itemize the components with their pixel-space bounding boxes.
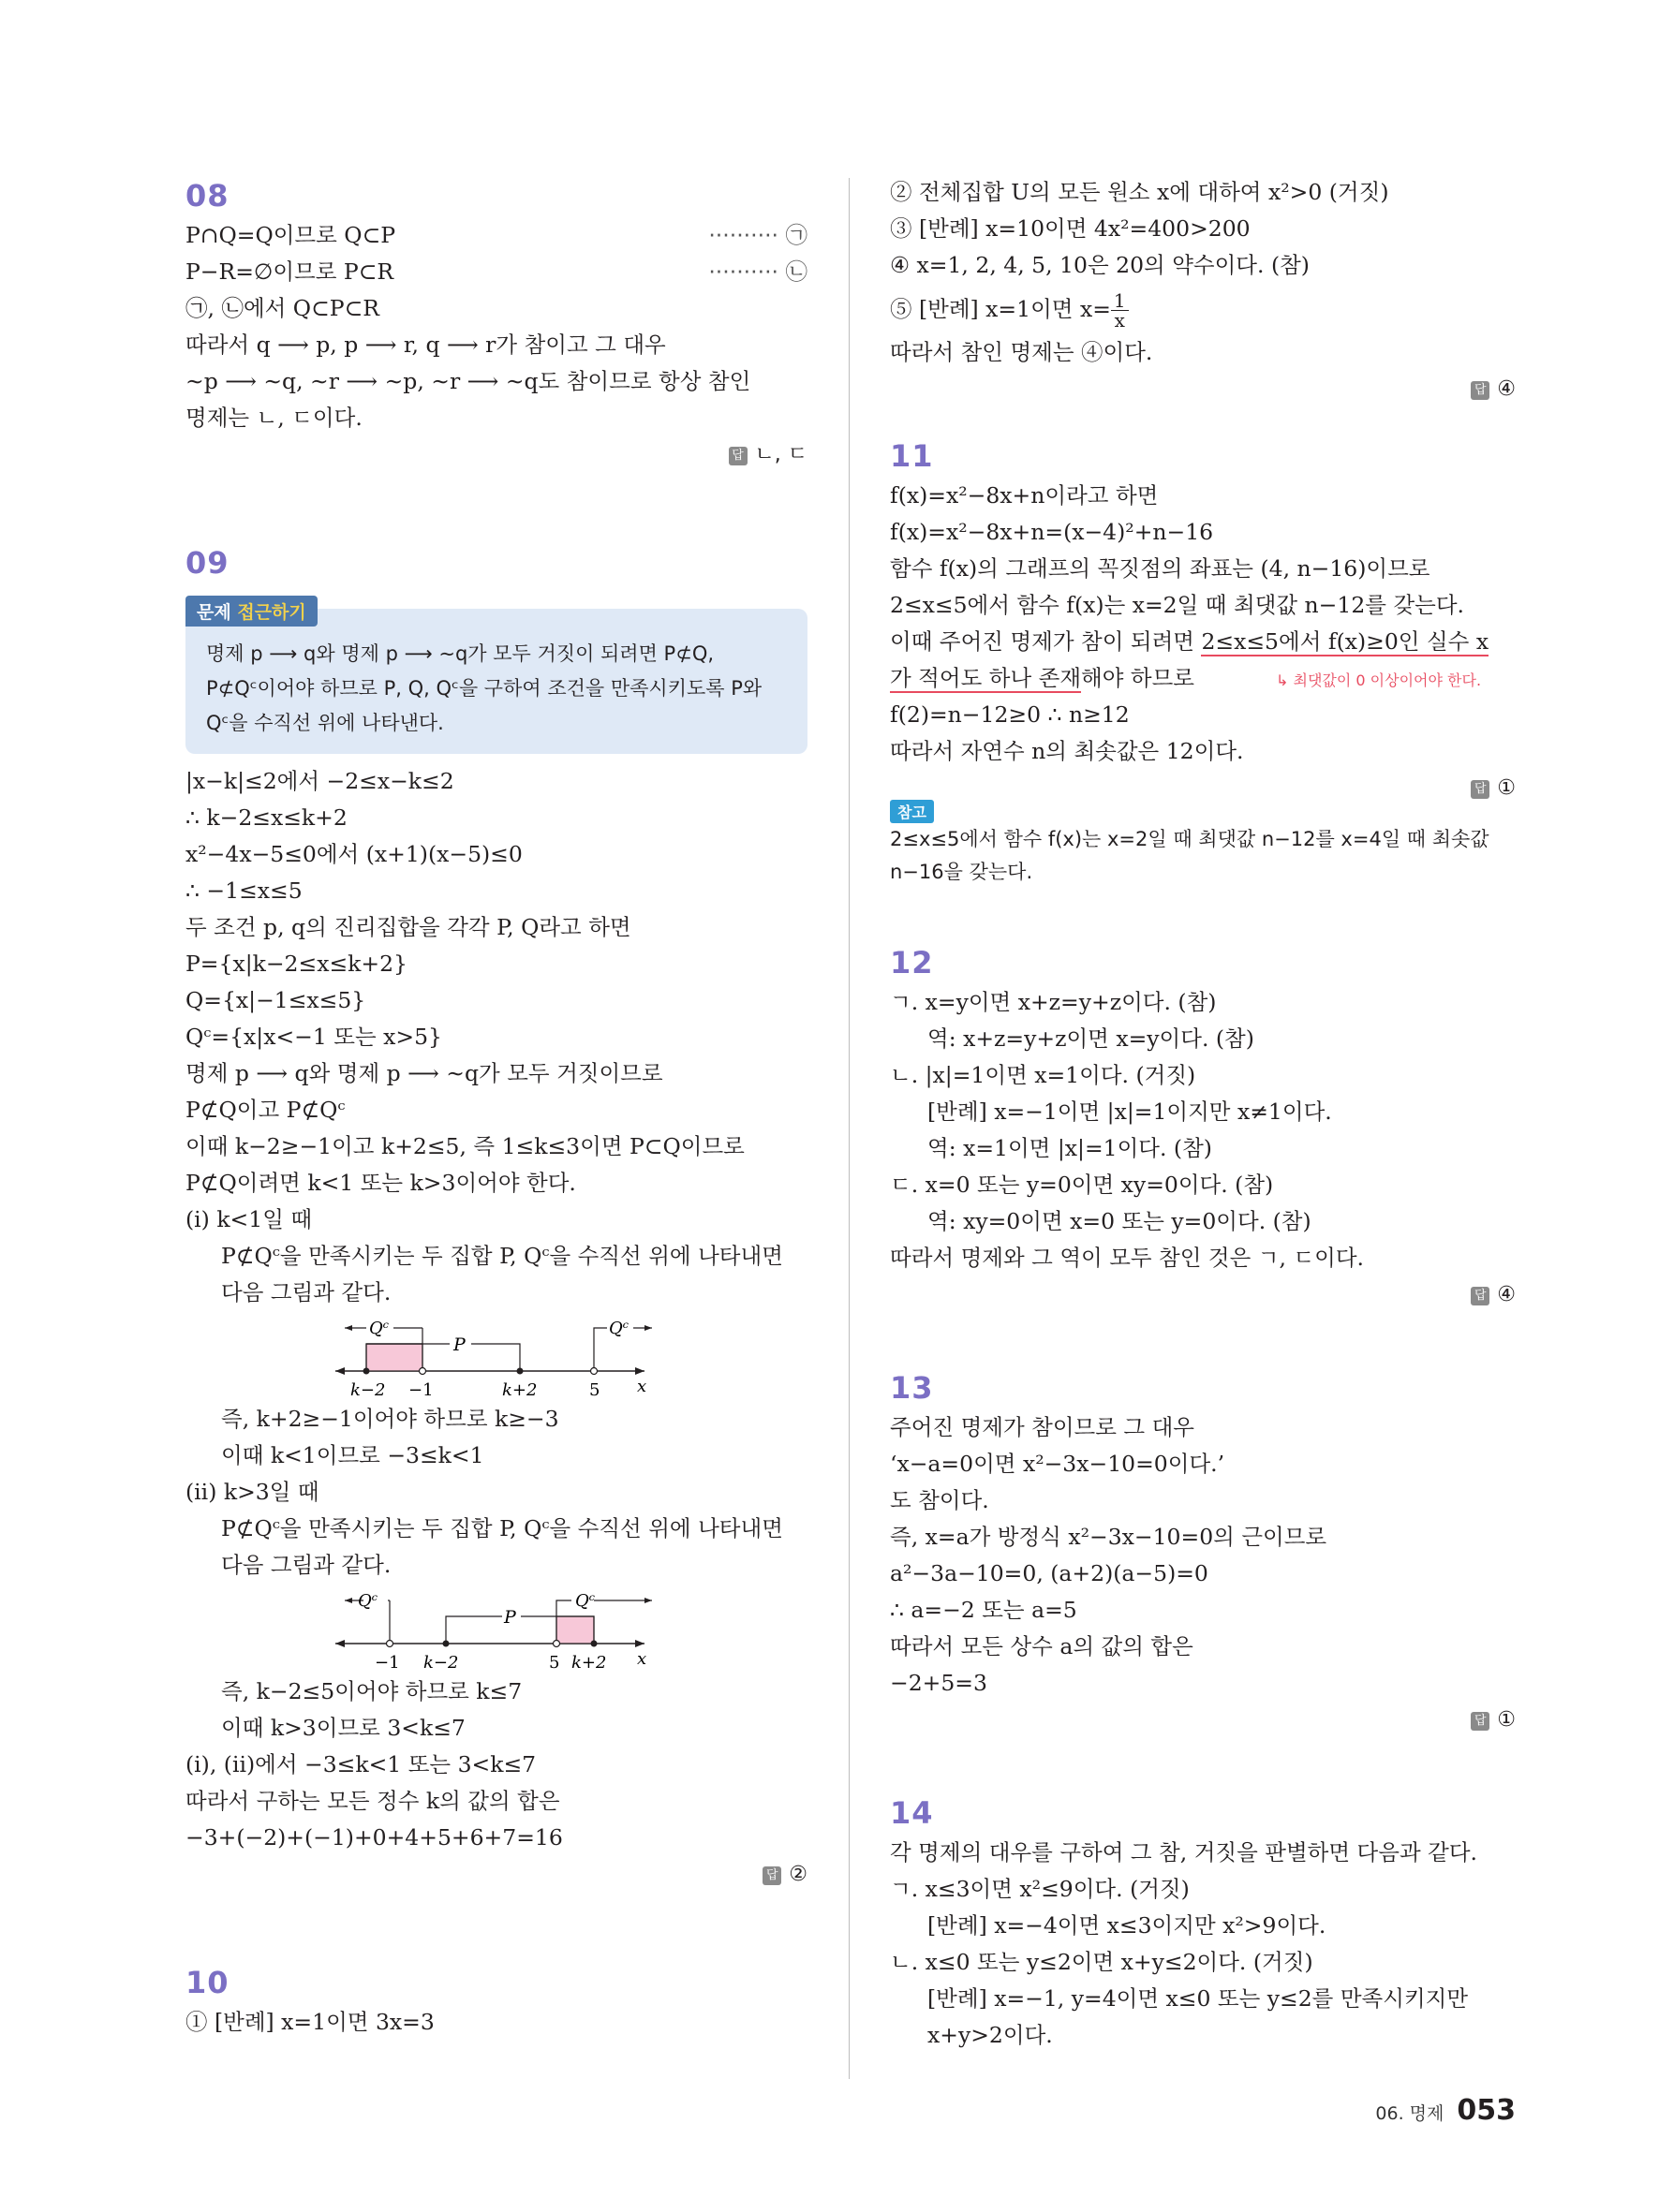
line-text: −3+(−2)+(−1)+0+4+5+6+7=16 (185, 1824, 563, 1851)
tick-label: −1 (375, 1653, 400, 1673)
page-number: 053 (1457, 2094, 1516, 2127)
number-line-2 (185, 1584, 807, 1674)
problem-13 (890, 1366, 1516, 1739)
solution-line (185, 363, 807, 400)
line-text: (ii) k>3일 때 (185, 1479, 319, 1505)
p-label: P (504, 1607, 516, 1628)
problem-number: 12 (890, 945, 934, 981)
tick-label: k−2 (350, 1380, 386, 1400)
line-text: P={x|k−2≤x≤k+2} (185, 951, 407, 977)
line-text: −2+5=3 (890, 1670, 987, 1696)
equation-marker: ·········· ㉡ (708, 258, 807, 285)
problem-number: 11 (890, 438, 934, 474)
line-text: 이때 k>3이므로 3<k≤7 (221, 1715, 466, 1741)
line-text: 따라서 구하는 모든 정수 k의 값의 합은 (185, 1788, 560, 1814)
tick-label: −1 (408, 1380, 434, 1400)
line-text: 함수 f(x)의 그래프의 꼭짓점의 좌표는 (4, n−16)이므로 (890, 555, 1430, 582)
qc-right-label: Qᶜ (575, 1591, 596, 1611)
left-column (185, 174, 807, 2041)
solution-line (185, 982, 807, 1019)
line-text: 따라서 q ⟶ p, p ⟶ r, q ⟶ r가 참이고 그 대우 (185, 332, 666, 358)
solution-line (890, 1446, 1516, 1482)
line-text: ① [반례] x=1이면 3x=3 (185, 2009, 435, 2035)
line-text: ㄴ. |x|=1이면 x=1이다. (거짓) (890, 1062, 1196, 1088)
solution-lines (185, 1674, 807, 1856)
reference-lines (890, 823, 1516, 889)
line-text: ㉠, ㉡에서 Q⊂P⊂R (185, 295, 379, 321)
solution-lines (185, 217, 807, 436)
solution-line (185, 1710, 807, 1747)
line-text: 주어진 명제가 참이므로 그 대우 (890, 1414, 1194, 1440)
answer-value: ④ (1497, 1283, 1516, 1306)
solution-line (185, 2004, 807, 2041)
tick-label: 5 (549, 1653, 560, 1673)
solution-line (185, 1202, 807, 1238)
solution-line (185, 1820, 807, 1856)
right-column (890, 174, 1516, 2054)
line-text: ③ [반례] x=10이면 4x²=400>200 (890, 215, 1251, 242)
problem-number: 13 (890, 1370, 934, 1406)
line-text: ∴ a=−2 또는 a=5 (890, 1597, 1077, 1623)
line-text: P∩Q=Q이므로 Q⊂P (185, 222, 396, 248)
solution-line (890, 478, 1516, 514)
annotation-arrow: ↳ (1276, 671, 1294, 689)
line-text: 각 명제의 대우를 구하여 그 참, 거짓을 판별하면 다음과 같다. (890, 1839, 1477, 1865)
solution-line (185, 1511, 807, 1547)
problem-09 (185, 541, 807, 1894)
solution-line (890, 1240, 1516, 1276)
solution-line (185, 217, 807, 254)
problem-12 (890, 941, 1516, 1314)
tick-label: k+2 (571, 1653, 607, 1673)
line-text: Q={x|−1≤x≤5} (185, 987, 366, 1013)
solution-line (185, 254, 807, 290)
problem-number: 10 (185, 1965, 230, 2000)
solution-line (890, 1981, 1516, 2017)
line-text: P⊄Q이고 P⊄Qᶜ (185, 1097, 346, 1123)
line-text: 즉, k−2≤5이어야 하므로 k≤7 (221, 1678, 523, 1704)
solution-lines (890, 697, 1516, 770)
number-line-figure-2 (185, 1584, 807, 1674)
text-line: n−16을 갖는다. (890, 861, 1033, 883)
answer-value: ④ (1497, 377, 1516, 401)
solution-line (890, 211, 1516, 247)
line-text: Qᶜ={x|x<−1 또는 x>5} (185, 1024, 442, 1050)
problem-14 (890, 1792, 1516, 2054)
solution-line (890, 984, 1516, 1021)
line-text: ⑤ [반례] x=1이면 x= (890, 296, 1111, 322)
solution-line (185, 1438, 807, 1474)
p-label: P (453, 1335, 466, 1355)
line-text: 역: x+z=y+z이면 x=y이다. (참) (927, 1025, 1254, 1052)
solution-lines (890, 478, 1516, 624)
solution-lines (185, 2004, 807, 2041)
text-line: 2≤x≤5에서 함수 f(x)는 x=2일 때 최댓값 n−12를 x=4일 때 최솟값 (890, 828, 1489, 850)
annotation-text: 최댓값이 0 이상이어야 한다. (1293, 671, 1482, 689)
line-text: 이때 주어진 명제가 참이 되려면 (890, 628, 1202, 655)
solution-line (185, 1275, 807, 1311)
problem-10-continued (890, 174, 1516, 408)
problem-number: 08 (185, 178, 230, 214)
approach-lines (206, 637, 789, 741)
line-text: [반례] x=−1, y=4이면 x≤0 또는 y≤2를 만족시키지만 (927, 1985, 1469, 2012)
answer-value: ① (1497, 1708, 1516, 1732)
solution-line (185, 1401, 807, 1438)
line-text: 해야 하므로 (1081, 665, 1195, 691)
underlined-condition: 2≤x≤5에서 f(x)≥0인 실수 x (1201, 628, 1489, 655)
line-text: [반례] x=−1이면 |x|=1이지만 x≠1이다. (927, 1099, 1332, 1125)
line-text: 두 조건 p, q의 진리집합을 각각 P, Q라고 하면 (185, 914, 631, 940)
line-text: 역: xy=0이면 x=0 또는 y=0이다. (참) (927, 1208, 1311, 1234)
line-text: 즉, k+2≥−1이어야 하므로 k≥−3 (221, 1406, 559, 1432)
answer-badge: 답 (1471, 780, 1489, 799)
equation-marker: ·········· ㉠ (708, 222, 807, 248)
line-text: ∴ k−2≤x≤k+2 (185, 804, 348, 831)
solution-line (890, 1130, 1516, 1167)
solution-line (890, 624, 1516, 660)
solution-line (185, 290, 807, 327)
line-text: x+y>2이다. (927, 2022, 1053, 2048)
solution-line (890, 1021, 1516, 1057)
column-divider (849, 178, 850, 2079)
line-text: f(x)=x²−8x+n=(x−4)²+n−16 (890, 519, 1214, 545)
solution-lines (890, 174, 1516, 284)
solution-line (890, 284, 1516, 334)
text-line: P⊄Qᶜ이어야 하므로 P, Q, Qᶜ을 구하여 조건을 만족시키도록 P와 (206, 677, 763, 700)
text-line: Qᶜ을 수직선 위에 나타낸다. (206, 712, 444, 734)
line-text: 이때 k<1이므로 −3≤k<1 (221, 1442, 484, 1468)
solution-line (890, 2017, 1516, 2054)
solution-line (890, 660, 1516, 697)
answer-value: ㄴ, ㄷ (754, 443, 807, 466)
axis-label: x (637, 1649, 647, 1669)
line-text: 다음 그림과 같다. (221, 1552, 392, 1578)
line-text: P⊄Qᶜ을 만족시키는 두 집합 P, Qᶜ을 수직선 위에 나타내면 (221, 1243, 783, 1269)
qc-right-label: Qᶜ (609, 1319, 630, 1338)
solution-line (185, 873, 807, 909)
reference-block (890, 800, 1516, 889)
line-text: f(x)=x²−8x+n이라고 하면 (890, 482, 1159, 509)
problem-number: 09 (185, 545, 230, 581)
solution-line (890, 174, 1516, 211)
line-text: a²−3a−10=0, (a+2)(a−5)=0 (890, 1560, 1208, 1586)
line-text: ④ x=1, 2, 4, 5, 10은 20의 약수이다. (참) (890, 252, 1310, 278)
reference-badge: 참고 (890, 800, 934, 823)
solution-line (185, 1674, 807, 1710)
solution-line (890, 514, 1516, 551)
chapter-label: 06. 명제 (1375, 2103, 1444, 2124)
line-text: 이때 k−2≥−1이고 k+2≤5, 즉 1≤k≤3이면 P⊂Q이므로 (185, 1133, 745, 1159)
problem-08 (185, 174, 807, 474)
solution-line (185, 836, 807, 873)
line-text: ② 전체집합 U의 모든 원소 x에 대하여 x²>0 (거짓) (890, 179, 1389, 205)
answer-badge: 답 (729, 447, 748, 465)
answer-row (890, 1702, 1516, 1739)
tick-label: k+2 (502, 1380, 538, 1400)
solution-lines (890, 984, 1516, 1276)
line-text: 따라서 명제와 그 역이 모두 참인 것은 ㄱ, ㄷ이다. (890, 1245, 1365, 1271)
fraction-denominator: x (1114, 309, 1125, 332)
solution-line (185, 1165, 807, 1202)
tick-label: k−2 (423, 1653, 459, 1673)
number-line-figure-1 (185, 1311, 807, 1401)
solution-line (185, 1547, 807, 1584)
fraction (1111, 291, 1129, 330)
solution-line (890, 1556, 1516, 1592)
problem-number: 14 (890, 1795, 934, 1831)
line-text: ∴ −1≤x≤5 (185, 877, 303, 904)
solution-line (185, 1128, 807, 1165)
axis-label: x (637, 1377, 647, 1396)
line-text: x²−4x−5≤0에서 (x+1)(x−5)≤0 (185, 841, 523, 867)
solution-lines (890, 1835, 1516, 2054)
solution-line (185, 1238, 807, 1275)
number-line-1 (185, 1311, 807, 1401)
solution-line (185, 1474, 807, 1511)
line-text: P⊄Q이려면 k<1 또는 k>3이어야 한다. (185, 1170, 576, 1196)
solution-line: 따라서 참인 명제는 ④이다. (890, 339, 1153, 365)
solution-line (185, 1092, 807, 1128)
approach-tab-highlight: 접근하기 (237, 602, 306, 623)
solution-line (890, 1592, 1516, 1629)
text-line: 명제 p ⟶ q와 명제 p ⟶ ∼q가 모두 거짓이 되려면 P⊄Q, (206, 642, 715, 665)
solution-line (185, 1783, 807, 1820)
solution-line (185, 763, 807, 800)
solution-line (890, 247, 1516, 284)
answer-badge: 답 (1471, 381, 1489, 400)
solution-line (185, 400, 807, 436)
solution-line (890, 697, 1516, 733)
solution-line (185, 1055, 807, 1092)
solution-line (890, 1519, 1516, 1556)
solution-line (890, 1871, 1516, 1908)
solution-line (890, 1944, 1516, 1981)
answer-row (185, 436, 807, 474)
solution-line (890, 1835, 1516, 1871)
approach-box (185, 602, 807, 754)
solution-lines (185, 1401, 807, 1584)
solution-line (185, 1019, 807, 1055)
line-text: P⊄Qᶜ을 만족시키는 두 집합 P, Qᶜ을 수직선 위에 나타내면 (221, 1515, 783, 1541)
problem-10 (185, 1961, 807, 2041)
solution-line (890, 587, 1516, 624)
qc-left-label: Qᶜ (369, 1319, 390, 1338)
solution-line (185, 800, 807, 836)
page-footer (1375, 2094, 1516, 2127)
line-text: 역: x=1이면 |x|=1이다. (참) (927, 1135, 1212, 1161)
answer-badge: 답 (763, 1866, 781, 1885)
fraction-numerator: 1 (1111, 291, 1129, 311)
approach-tab (185, 596, 318, 627)
line-text: ㄱ. x≤3이면 x²≤9이다. (거짓) (890, 1876, 1190, 1902)
line-text: [반례] x=−4이면 x≤3이지만 x²>9이다. (927, 1912, 1326, 1939)
line-text: 따라서 모든 상수 a의 값의 합은 (890, 1633, 1193, 1659)
answer-row (185, 1856, 807, 1894)
annotation (1276, 660, 1481, 699)
line-text: (i), (ii)에서 −3≤k<1 또는 3<k≤7 (185, 1751, 537, 1777)
line-text: (i) k<1일 때 (185, 1206, 313, 1232)
line-text: 다음 그림과 같다. (221, 1279, 392, 1305)
line-text: f(2)=n−12≥0 ∴ n≥12 (890, 701, 1130, 728)
line-text: 도 참이다. (890, 1487, 989, 1513)
qc-left-label: Qᶜ (358, 1591, 378, 1611)
solution-line (890, 1629, 1516, 1665)
approach-tab-label: 문제 (197, 602, 231, 623)
line-text: ∼p ⟶ ∼q, ∼r ⟶ ∼p, ∼r ⟶ ∼q도 참이므로 항상 참인 (185, 368, 751, 394)
solution-lines (185, 763, 807, 1311)
underlined-condition: 가 적어도 하나 존재 (890, 665, 1082, 691)
solution-lines (890, 1409, 1516, 1702)
solution-line (890, 1203, 1516, 1240)
solution-line (185, 946, 807, 982)
solution-line (890, 1057, 1516, 1094)
line-text: 명제는 ㄴ, ㄷ이다. (185, 405, 363, 431)
line-text: 2≤x≤5에서 함수 f(x)는 x=2일 때 최댓값 n−12를 갖는다. (890, 592, 1465, 618)
solution-line (185, 327, 807, 363)
line-text: 즉, x=a가 방정식 x²−3x−10=0의 근이므로 (890, 1524, 1327, 1550)
answer-badge: 답 (1471, 1712, 1489, 1731)
solution-line (890, 1908, 1516, 1944)
solution-line (890, 1167, 1516, 1203)
solution-line (185, 1747, 807, 1783)
line-text: ㄷ. x=0 또는 y=0이면 xy=0이다. (참) (890, 1172, 1274, 1198)
answer-row (890, 1276, 1516, 1314)
tick-label: 5 (589, 1380, 600, 1400)
answer-row (890, 371, 1516, 408)
answer-value: ② (789, 1863, 807, 1886)
solution-line (890, 733, 1516, 770)
line-text: |x−k|≤2에서 −2≤x−k≤2 (185, 768, 454, 794)
problem-11 (890, 435, 1516, 889)
solution-line (890, 1665, 1516, 1702)
answer-badge: 답 (1471, 1287, 1489, 1305)
solution-line (890, 1482, 1516, 1519)
line-text: ㄱ. x=y이면 x+z=y+z이다. (참) (890, 989, 1217, 1015)
solution-line (185, 909, 807, 946)
solution-line (890, 1409, 1516, 1446)
line-text: ‘x−a=0이면 x²−3x−10=0이다.’ (890, 1451, 1225, 1477)
line-text: ㄴ. x≤0 또는 y≤2이면 x+y≤2이다. (거짓) (890, 1949, 1313, 1975)
line-text: 명제 p ⟶ q와 명제 p ⟶ ∼q가 모두 거짓이므로 (185, 1060, 663, 1086)
answer-value: ① (1497, 776, 1516, 800)
solution-line (890, 551, 1516, 587)
solution-line (890, 1094, 1516, 1130)
line-text: P−R=∅이므로 P⊂R (185, 258, 394, 285)
line-text: 따라서 자연수 n의 최솟값은 12이다. (890, 738, 1244, 764)
